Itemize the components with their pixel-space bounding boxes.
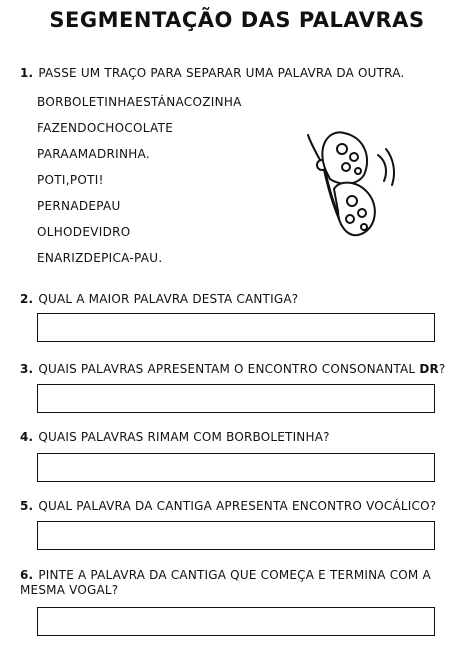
question-3-highlight: DR (419, 362, 439, 376)
answer-box-6[interactable] (37, 607, 435, 636)
answer-box-2[interactable] (37, 313, 435, 342)
question-3 (20, 362, 446, 377)
question-3-text-end: ? (438, 362, 446, 376)
question-2-number: 2. (20, 292, 34, 306)
question-6-number: 6. (20, 568, 34, 582)
answer-box-5[interactable] (37, 521, 435, 550)
word-item[interactable]: FAZENDOCHOCOLATE (37, 121, 174, 135)
question-4-text: QUAIS PALAVRAS RIMAM COM BORBOLETINHA? (38, 430, 330, 444)
question-5 (20, 499, 436, 514)
question-2-text: QUAL A MAIOR PALAVRA DESTA CANTIGA? (38, 292, 299, 306)
answer-box-3[interactable] (37, 384, 435, 413)
question-4-number: 4. (20, 430, 34, 444)
question-5-text: QUAL PALAVRA DA CANTIGA APRESENTA ENCONTRO VOCÁLICO? (38, 499, 437, 513)
question-1-number: 1. (20, 66, 34, 80)
word-item[interactable]: BORBOLETINHAESTÁNACOZINHA (37, 95, 242, 109)
question-4 (20, 430, 330, 445)
word-list (37, 95, 242, 277)
word-item[interactable]: POTI,POTI! (37, 173, 104, 187)
question-1-text: PASSE UM TRAÇO PARA SEPARAR UMA PALAVRA DA OUTRA. (38, 66, 405, 80)
question-3-number: 3. (20, 362, 34, 376)
question-2 (20, 292, 298, 307)
question-1 (20, 66, 404, 81)
word-item[interactable]: PERNADEPAU (37, 199, 121, 213)
question-5-number: 5. (20, 499, 34, 513)
butterfly-icon (306, 127, 396, 241)
question-6 (20, 568, 440, 598)
word-item[interactable]: ENARIZDEPICA-PAU. (37, 251, 163, 265)
question-6-text: PINTE A PALAVRA DA CANTIGA QUE COMEÇA E TERMINA COM A MESMA VOGAL? (20, 568, 431, 597)
word-item[interactable]: PARAAMADRINHA. (37, 147, 150, 161)
page-title: SEGMENTAÇÃO DAS PALAVRAS (49, 8, 425, 32)
word-item[interactable]: OLHODEVIDRO (37, 225, 131, 239)
question-3-text: QUAIS PALAVRAS APRESENTAM O ENCONTRO CONSONANTAL (38, 362, 420, 376)
answer-box-4[interactable] (37, 453, 435, 482)
